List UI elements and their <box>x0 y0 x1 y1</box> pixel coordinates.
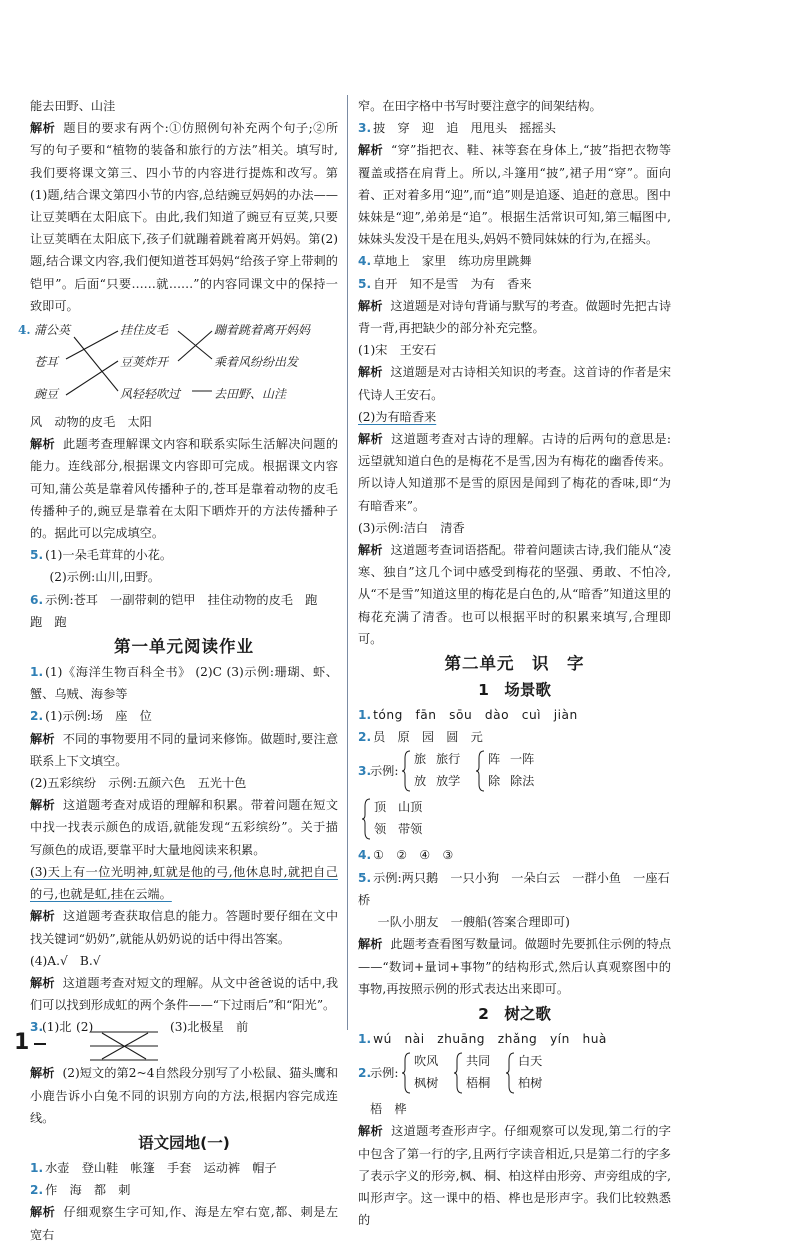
answer-text: 作 海 都 刺 <box>45 1183 131 1198</box>
match-left-item: 蒲公英 <box>34 323 71 338</box>
analysis-paragraph <box>30 1201 338 1245</box>
answer-line <box>30 589 338 633</box>
analysis-text: 这道题考查对短文的理解。从文中爸爸说的话中,我们可以找到形成虹的两个条件——“下过雨后”和“阳光”。 <box>30 975 339 1013</box>
answer-text: (1)一朵毛茸茸的小花。 <box>45 548 173 563</box>
question-number: 2. <box>358 730 372 745</box>
word-phrase: 吹风 <box>414 1054 439 1069</box>
match-line <box>66 331 118 359</box>
word-char: 除 <box>488 774 501 789</box>
analysis-text: (2)短文的第2~4自然段分别写了小松鼠、猫头鹰和小鹿告诉小白兔不同的识别方向的方法,根据内容完成连线。 <box>30 1066 339 1125</box>
section-title: 语文园地(一) <box>138 1133 230 1152</box>
answer-line: (2)五彩缤纷 示例:五颜六色 五光十色 <box>30 776 247 791</box>
analysis-paragraph <box>358 933 671 1000</box>
answer-text: (1)《海洋生物百科全书》 (2)C (3)示例:珊瑚、虾、蟹、乌贼、海参等 <box>30 665 338 702</box>
answer-text: 水壶 登山鞋 帐篷 手套 运动裤 帽子 <box>45 1160 277 1175</box>
answer-line: (3)示例:洁白 清香 <box>358 520 465 535</box>
word-phrase: 带领 <box>398 822 423 837</box>
answer-line: (2)示例:山川,田野。 <box>49 570 161 585</box>
word-phrase: 旅行 <box>436 752 461 767</box>
analysis-text: “穿”指把衣、鞋、袜等套在身体上,“披”指把衣物等覆盖或搭在肩背上。所以,斗篷用“披”,裙子用“穿”。面向着、正对着多用“迎”,而“追”则是追逐、追赶的意思。图中妹妹是“迎”,弟弟是“追”。根据生活常识可知,第三幅图中,妹妹头发没干是在甩头,妈妈不赞同妹妹的行为,在摇头。 <box>358 143 672 247</box>
answer-text: (2) <box>76 1020 94 1035</box>
analysis-text: 不同的事物要用不同的量词来修饰。做题时,要注意联系上下文填空。 <box>30 731 339 768</box>
question-number: 3. <box>358 121 372 136</box>
answer-text: 员 原 园 圆 元 <box>373 730 483 745</box>
left-column <box>18 95 339 1246</box>
analysis-paragraph <box>30 117 338 317</box>
text-line: 窄。在田字格中书写时要注意字的间架结构。 <box>358 99 602 113</box>
analysis-paragraph <box>358 295 671 339</box>
analysis-tag: 解析 <box>358 432 384 447</box>
word-group-set <box>358 748 671 794</box>
analysis-tag: 解析 <box>358 937 383 952</box>
analysis-tag: 解析 <box>358 543 383 558</box>
analysis-tag: 解析 <box>358 143 384 158</box>
analysis-text: 此题考查看图写数量词。做题时先要抓住示例的特点——“数词+量词+事物”的结构形式,然后认真观察图中的事物,再按照示例的形式表达出来即可。 <box>358 937 672 996</box>
analysis-paragraph <box>30 794 338 861</box>
example-label: 示例: <box>370 1066 399 1081</box>
question-number: 5. <box>358 276 372 291</box>
analysis-paragraph <box>358 428 671 517</box>
answer-text: (1)北 <box>42 1020 72 1035</box>
underlined-answer: (3)天上有一位光明神,虹就是他的弓,他休息时,就把自己的弓,也就是虹,挂在云端。 <box>30 864 338 902</box>
lesson-title: 1 场景歌 <box>478 681 551 700</box>
match-mid-item: 风轻轻吹过 <box>120 387 181 402</box>
answer-line: 梧 桦 <box>370 1102 407 1117</box>
brace-icon <box>402 1052 412 1094</box>
word-phrase: 山顶 <box>398 800 423 815</box>
answer-text: 示例:两只鹅 一只小狗 一朵白云 一群小鱼 一座石桥 <box>358 870 670 907</box>
word-group-set <box>358 1050 671 1096</box>
analysis-text: 题目的要求有两个:①仿照例句补充两个句子;②所写的句子要和“植物的装备和旅行的方法”相关。填写时,我们要将课文第三、四小节的内容进行提炼和改写。第(1)题,结合课文第四小节的内容,总结豌豆妈妈的办法——让豆荚晒在太阳底下。由此,我们知道了豌豆有豆荚,只要让豆荚晒在太阳底下,孩子们就蹦着跳着离开妈妈。第(2)题,结合课文内容,我们便知道苍耳妈妈“给孩子穿上带刺的铠甲”。后面“只要……就……”的内容同课文中的保持一致即可。 <box>30 121 339 313</box>
text-line: 能去田野、山洼 <box>30 99 116 113</box>
analysis-paragraph <box>30 728 338 772</box>
word-phrase: 一阵 <box>510 752 535 767</box>
question-number: 1. <box>30 665 44 680</box>
question-number: 2. <box>30 1183 44 1198</box>
analysis-text: 这道题是对古诗相关知识的考查。这首诗的作者是宋代诗人王安石。 <box>358 365 672 402</box>
word-phrase: 枫树 <box>414 1076 439 1091</box>
analysis-tag: 解析 <box>358 1124 384 1139</box>
answer-text: 草地上 家里 练功房里跳舞 <box>373 254 532 269</box>
answer-text: (3)北极星 前 <box>170 1020 249 1035</box>
analysis-tag: 解析 <box>358 365 383 380</box>
analysis-paragraph <box>30 905 338 949</box>
analysis-tag: 解析 <box>358 298 383 313</box>
answer-line <box>358 250 671 272</box>
question-number: 4. <box>18 323 31 338</box>
answer-line: (1)宋 王安石 <box>358 343 437 358</box>
answer-line <box>358 273 671 295</box>
brace-icon <box>402 750 412 792</box>
analysis-paragraph <box>30 433 338 544</box>
example-label: 示例: <box>370 764 399 779</box>
analysis-text: 这道题考查获取信息的能力。答题时要仔细在文中找关键词“奶奶”,就能从奶奶说的话中得出答案。 <box>30 909 339 946</box>
fill-in-answer: 风 动物的皮毛 太阳 <box>30 415 152 430</box>
analysis-paragraph <box>358 1120 671 1231</box>
word-char: 阵 <box>488 752 501 767</box>
analysis-text: 这道题考查形声字。仔细观察可以发现,第二行的字中包含了第一行的字,且两行字读音相近,只是第二行的字多了表示字义的形旁,枫、桐、柏这样由形旁、声旁组成的字,叫形声字。这一课中的梧、桦也是形声字。我们比较熟悉的 <box>358 1124 671 1228</box>
question-number: 2. <box>358 1066 372 1081</box>
analysis-paragraph <box>358 539 671 650</box>
answer-line <box>30 705 338 727</box>
word-group-set <box>358 796 671 842</box>
answer-line <box>30 1157 338 1179</box>
word-phrase: 柏树 <box>518 1076 543 1091</box>
analysis-text: 仔细观察生字可知,作、海是左窄右宽,都、刺是左宽右 <box>30 1205 339 1242</box>
answer-line <box>358 704 671 726</box>
unit-title: 第二单元 识 字 <box>444 654 585 674</box>
lesson-title: 2 树之歌 <box>478 1004 551 1023</box>
pinyin-answer: tóng fān sōu dào cuì jiàn <box>373 708 578 723</box>
section-title: 第一单元阅读作业 <box>114 637 254 657</box>
match-right-item: 乘着风纷纷出发 <box>214 355 299 370</box>
question-number: 3. <box>30 1020 44 1035</box>
word-char: 旅 <box>414 752 427 767</box>
analysis-tag: 解析 <box>30 731 55 746</box>
answer-line: 一队小朋友 一艘船(答案合理即可) <box>377 915 570 930</box>
answer-text: (1)示例:场 座 位 <box>45 709 152 724</box>
analysis-tag: 解析 <box>30 798 56 813</box>
word-phrase: 共同 <box>466 1054 491 1069</box>
page-number-dash <box>34 1043 46 1045</box>
direction-lines <box>30 1016 338 1062</box>
question-number: 1. <box>30 1160 44 1175</box>
word-char: 领 <box>374 822 387 837</box>
answer-line: (4)A.√ B.√ <box>30 953 101 968</box>
word-phrase: 除法 <box>510 774 535 789</box>
right-column <box>358 95 671 1231</box>
analysis-text: 这道题是对诗句背诵与默写的考查。做题时先把古诗背一背,再把缺少的部分补充完整。 <box>358 298 672 336</box>
matching-exercise <box>18 319 338 411</box>
question-number: 2. <box>30 709 44 724</box>
question-number: 1. <box>358 1031 372 1046</box>
answer-line <box>358 1028 671 1050</box>
word-phrase: 梧桐 <box>466 1076 491 1091</box>
answer-line <box>30 544 338 566</box>
word-phrase: 放学 <box>436 774 461 789</box>
word-char: 放 <box>414 774 427 789</box>
answer-line <box>358 406 671 428</box>
column-divider <box>347 95 348 1030</box>
word-phrase: 白天 <box>518 1054 543 1069</box>
brace-icon <box>506 1052 516 1094</box>
match-lines <box>30 319 338 411</box>
answer-line <box>30 661 338 705</box>
analysis-tag: 解析 <box>30 437 56 452</box>
analysis-text: 这道题考查对成语的理解和积累。带着问题在短文中找一找表示颜色的成语,就能发现“五彩缤纷”。关于描写颜色的成语,要靠平时大量地阅读来积累。 <box>30 798 339 857</box>
match-right-item: 蹦着跳着离开妈妈 <box>214 323 311 338</box>
question-number: 4. <box>358 848 372 863</box>
question-number: 1. <box>358 708 372 723</box>
analysis-paragraph <box>358 139 671 250</box>
brace-icon <box>362 798 372 840</box>
pinyin-answer: wú nài zhuāng zhǎng yín huà <box>373 1031 607 1046</box>
question-number: 5. <box>358 870 372 885</box>
answer-text: 披 穿 迎 追 甩甩头 摇摇头 <box>373 121 556 136</box>
answer-line <box>358 844 671 866</box>
match-line <box>74 337 118 391</box>
analysis-tag: 解析 <box>30 121 56 136</box>
answer-text: 自开 知不是雪 为有 香来 <box>373 276 532 291</box>
analysis-tag: 解析 <box>30 909 56 924</box>
question-number: 6. <box>30 592 44 607</box>
question-number: 3. <box>358 764 372 779</box>
analysis-tag: 解析 <box>30 1205 56 1220</box>
match-left-item: 苍耳 <box>34 355 59 370</box>
analysis-paragraph <box>358 361 671 405</box>
brace-icon <box>476 750 486 792</box>
word-char: 顶 <box>374 800 387 815</box>
answer-line <box>30 1179 338 1201</box>
answer-text: 示例:苍耳 一副带刺的铠甲 挂住动物的皮毛 跑 跑 跑 <box>30 592 330 629</box>
analysis-text: 这道题考查对古诗的理解。古诗的后两句的意思是:远望就知道白色的是梅花不是雪,因为有梅花的幽香传来。所以诗人知道那不是雪的原因是闻到了梅花的香味,即“为有暗香来”。 <box>358 432 672 513</box>
analysis-paragraph <box>30 972 338 1016</box>
match-line <box>66 361 118 395</box>
answer-line <box>358 867 671 911</box>
analysis-text: 这道题考查词语搭配。带着问题读古诗,我们能从“凌寒、独自”这几个词中感受到梅花的坚强、勇敢、不怕冷,从“不是雪”知道这里的梅花是白色的,从“暗香”知道这里的梅花充满了清香。也可以根据平时的积累来填写,合理即可。 <box>358 543 672 646</box>
question-number: 4. <box>358 254 372 269</box>
underlined-answer: (2)为有暗香来 <box>358 409 437 424</box>
direction-matching <box>30 1016 338 1062</box>
question-number: 5. <box>30 548 44 563</box>
brace-icon <box>454 1052 464 1094</box>
page-number: 1 <box>14 1030 30 1055</box>
answer-line <box>358 726 671 748</box>
analysis-text: 此题考查理解课文内容和联系实际生活解决问题的能力。连线部分,根据课文内容即可完成。根据课文内容可知,蒲公英是靠着风传播种子的,苍耳是靠着动物的皮毛传播种子的,豌豆是靠着在太阳下晒炸开的方法传播种子的。据此可以完成填空。 <box>30 437 339 541</box>
answer-text: ① ② ④ ③ <box>373 848 454 863</box>
match-mid-item: 豆荚炸开 <box>120 355 169 370</box>
match-mid-item: 挂住皮毛 <box>120 323 169 338</box>
analysis-tag: 解析 <box>30 1066 55 1081</box>
match-right-item: 去田野、山洼 <box>214 387 287 402</box>
analysis-paragraph <box>30 1062 338 1129</box>
answer-line <box>358 117 671 139</box>
match-left-item: 豌豆 <box>34 387 59 402</box>
analysis-tag: 解析 <box>30 975 55 990</box>
